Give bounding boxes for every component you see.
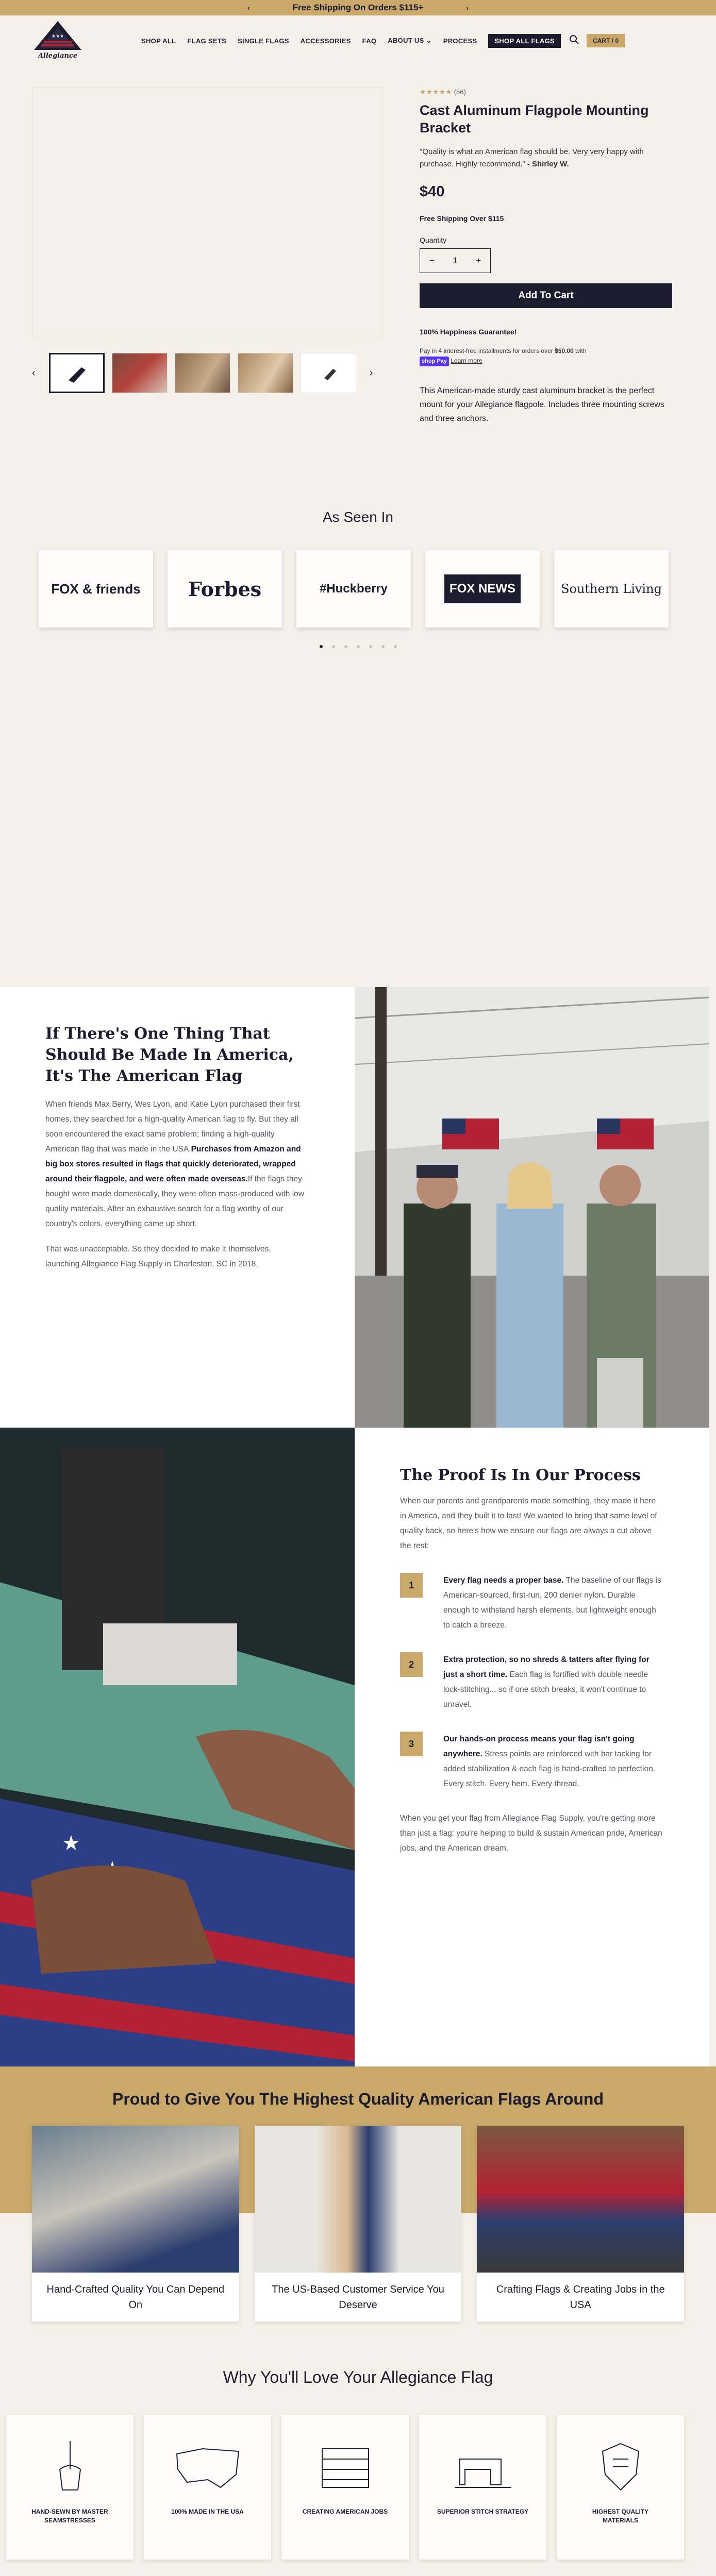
announcement-next-icon[interactable]: › [466, 4, 469, 12]
quote-author: - Shirley W. [527, 160, 569, 168]
logo-emblem-icon [32, 20, 84, 52]
review-count: (56) [454, 88, 466, 96]
product-section [0, 66, 716, 509]
quantity-stepper [420, 248, 491, 273]
feature-label: CREATING AMERICAN JOBS [302, 2508, 388, 2515]
process-step [400, 1573, 663, 1633]
shield-icon [592, 2438, 649, 2495]
press-logos [0, 550, 716, 628]
star-icons: ★★★★★ [420, 88, 452, 96]
thumbnail[interactable] [301, 353, 356, 393]
card-image [255, 2126, 462, 2273]
sewing-machine-icon [449, 2438, 517, 2495]
hand-needle-icon [47, 2438, 93, 2495]
card-image [477, 2126, 684, 2273]
press-logo-label: #Huckberry [319, 582, 388, 596]
flag-box-icon [317, 2438, 374, 2495]
step-number: 3 [400, 1732, 423, 1756]
story-title: If There's One Thing That Should Be Made In America, It's The American Flag [45, 1025, 294, 1085]
step-number: 1 [400, 1573, 423, 1598]
thumbnail[interactable] [112, 353, 168, 393]
feature-label: 100% MADE IN THE USA [171, 2508, 244, 2515]
feature-tile [281, 2415, 409, 2560]
story-text [0, 987, 355, 1428]
shop-pay-badge: shop Pay [420, 357, 449, 366]
feature-card[interactable] [32, 2126, 239, 2321]
nav-single-flags[interactable]: SINGLE FLAGS [238, 37, 289, 45]
shipping-note: Free Shipping Over $115 [420, 214, 504, 223]
search-icon[interactable] [569, 35, 579, 47]
product-info [420, 88, 672, 509]
product-quote [420, 146, 672, 171]
step-text [443, 1652, 663, 1712]
story-paragraph-2: That was unacceptable. So they decided to make it themselves, launching Allegiance Flag Supply in Charleston, SC in 2018. [45, 1245, 271, 1268]
thumbnail[interactable] [175, 353, 230, 393]
logo-text: Allegiance [38, 52, 78, 60]
process-intro: When our parents and grandparents made something, they made it here in America, and they built it to last! We wanted to bring that same level of quality back, so here's how we ensure our flags are always a cut above the rest: [400, 1497, 657, 1550]
carousel-dot[interactable] [381, 645, 385, 648]
nav-faq[interactable]: FAQ [362, 37, 377, 45]
step-detail: The baseline of our flags is American-sourced, first-run, 200 denier nylon. Durable enough to withstand harsh elements, but lightweight enough to catch a breeze. [443, 1576, 661, 1630]
proud-cards [0, 2126, 716, 2321]
thumb-prev-icon[interactable]: ‹ [32, 367, 36, 379]
step-bold: Every flag needs a proper base. [443, 1576, 564, 1585]
learn-more-link[interactable]: Learn more [451, 357, 482, 364]
nav-flag-sets[interactable]: FLAG SETS [187, 37, 227, 45]
card-image [32, 2126, 239, 2273]
step-bold: Extra protection, so no shreds & tatters after flying for just a short time. [443, 1655, 650, 1679]
nav-accessories[interactable]: ACCESSORIES [300, 37, 351, 45]
process-text [355, 1428, 709, 2066]
carousel-dot[interactable] [320, 645, 323, 648]
product-title: Cast Aluminum Flagpole Mounting Bracket [420, 103, 649, 135]
thumbnail[interactable] [49, 353, 105, 393]
add-to-cart-button[interactable]: Add To Cart [420, 283, 672, 308]
card-label: Crafting Flags & Creating Jobs in the USA [496, 2283, 665, 2311]
cart-count: 0 [615, 37, 619, 44]
proud-title: Proud to Give You The Highest Quality American Flags Around [112, 2090, 604, 2108]
rating[interactable] [420, 88, 672, 96]
step-text [443, 1573, 663, 1633]
announcement-text: Free Shipping On Orders $115+ [292, 3, 424, 12]
press-logo-label: Southern Living [561, 582, 662, 596]
as-seen-in-title: As Seen In [323, 509, 393, 525]
story-section [0, 987, 716, 1428]
step-bold: Our hands-on process means your flag isn't going anywhere. [443, 1735, 635, 1758]
cart-label: CART [593, 37, 610, 44]
svg-text:★: ★ [62, 1832, 80, 1855]
carousel-dots [0, 645, 716, 648]
logo[interactable] [32, 20, 84, 61]
card-label: Hand-Crafted Quality You Can Depend On [46, 2283, 225, 2311]
press-logo-label: FOX NEWS [444, 574, 521, 603]
step-detail: Each flag is fortified with double needle lock-stitching... so if one stitch breaks, it won't continue to unravel. [443, 1670, 648, 1709]
svg-text:★★★: ★★★ [51, 33, 64, 39]
process-title: The Proof Is In Our Process [400, 1466, 641, 1484]
cart-button[interactable]: CART / 0 [587, 34, 625, 47]
quantity-value[interactable]: 1 [453, 256, 458, 265]
nav-shop-all[interactable]: SHOP ALL [141, 37, 176, 45]
installments-text-end: with [573, 347, 587, 354]
feature-tile [144, 2415, 271, 2560]
product-gallery [32, 88, 382, 509]
logo-forbes [168, 550, 282, 628]
nav-process[interactable]: PROCESS [443, 37, 477, 45]
announcement-bar [0, 0, 716, 15]
why-features [0, 2415, 716, 2560]
story-p1-a: When friends Max Berry, Wes Lyon, and Katie Lyon purchased their first homes, they searched for a high-quality American flag to fly. But they all soon encountered the exact same problem; finding a high-quality American flag that was made in the USA. [45, 1100, 300, 1154]
card-label: The US-Based Customer Service You Deserve [272, 2283, 444, 2311]
founders-photo [355, 987, 709, 1428]
feature-tile [419, 2415, 546, 2560]
installments-text: Pay in 4 interest-free installments for orders over [420, 347, 555, 354]
plus-button[interactable]: + [476, 256, 481, 265]
guarantee-text: 100% Happiness Guarantee! [420, 328, 517, 336]
logo-huckberry [296, 550, 411, 628]
announcement-prev-icon[interactable]: ‹ [247, 4, 250, 12]
step-number: 2 [400, 1652, 423, 1677]
process-step [400, 1652, 663, 1712]
process-section [0, 1428, 716, 2066]
story-p1-b: Purchases from Amazon and big box stores resulted in flags that quickly deteriorated, wrapped around their flagpole, and were often made overseas. [45, 1145, 301, 1183]
shop-all-flags-button[interactable]: SHOP ALL FLAGS [488, 34, 561, 48]
carousel-dot[interactable] [344, 645, 347, 648]
step-detail: Stress points are reinforced with bar tacking for added stabilization & each flag is hand-crafted to perfection. Every stitch. Every hem. Every thread. [443, 1750, 656, 1788]
carousel-dot[interactable] [394, 645, 397, 648]
site-header [0, 15, 716, 66]
logo-southern-living [554, 550, 669, 628]
process-step [400, 1732, 663, 1791]
nav-about-label: ABOUT US [388, 37, 424, 44]
usa-map-icon [172, 2438, 244, 2495]
press-logo-label: Forbes [188, 577, 262, 601]
product-main-image[interactable] [32, 88, 382, 337]
sewing-photo [0, 1428, 355, 2066]
feature-label: SUPERIOR STITCH STRATEGY [437, 2508, 529, 2515]
carousel-dot[interactable] [332, 645, 335, 648]
nav-about-us[interactable] [388, 37, 431, 45]
carousel-dot[interactable] [357, 645, 360, 648]
logo-fox-news [425, 550, 540, 628]
feature-label: HAND-SEWN BY MASTER SEAMSTRESSES [31, 2508, 108, 2524]
press-logo-label: FOX & friends [51, 581, 141, 597]
minus-button[interactable]: − [429, 256, 435, 265]
thumbnail[interactable] [238, 353, 293, 393]
thumbnail-strip [32, 353, 382, 393]
installments-note [420, 346, 662, 366]
process-outro: When you get your flag from Allegiance Flag Supply, you're getting more than just a flag: you're helping to build & sustain American pride, American jobs, and the American dream. [400, 1814, 662, 1853]
carousel-dot[interactable] [369, 645, 372, 648]
thumb-next-icon[interactable]: › [369, 367, 373, 379]
feature-tile [557, 2415, 684, 2560]
step-text [443, 1732, 663, 1791]
why-title: Why You'll Love Your Allegiance Flag [223, 2368, 493, 2386]
feature-card[interactable] [255, 2126, 462, 2321]
logo-fox-friends [39, 550, 153, 628]
quantity-label: Quantity [420, 236, 447, 244]
story-paragraph [45, 1097, 306, 1231]
feature-card[interactable] [477, 2126, 684, 2321]
installments-amount: $50.00 [555, 347, 574, 354]
quote-text: "Quality is what an American flag should be. Very very happy with purchase. Highly recommend." [420, 147, 644, 168]
product-price: $40 [420, 183, 445, 200]
chevron-down-icon: ⌄ [426, 37, 432, 44]
main-nav [141, 34, 561, 48]
feature-tile [6, 2415, 134, 2560]
feature-label: HIGHEST QUALITY MATERIALS [592, 2508, 649, 2524]
story-p1-c: If the flags they bought were made domestically, they were often mass-produced with low quality materials. After an exhaustive search for a flag worthy of our country's colors, everything came up short. [45, 1175, 304, 1228]
product-description: This American-made sturdy cast aluminum bracket is the perfect mount for your Allegiance flagpole. Includes three mounting screws and three anchors. [420, 386, 664, 423]
